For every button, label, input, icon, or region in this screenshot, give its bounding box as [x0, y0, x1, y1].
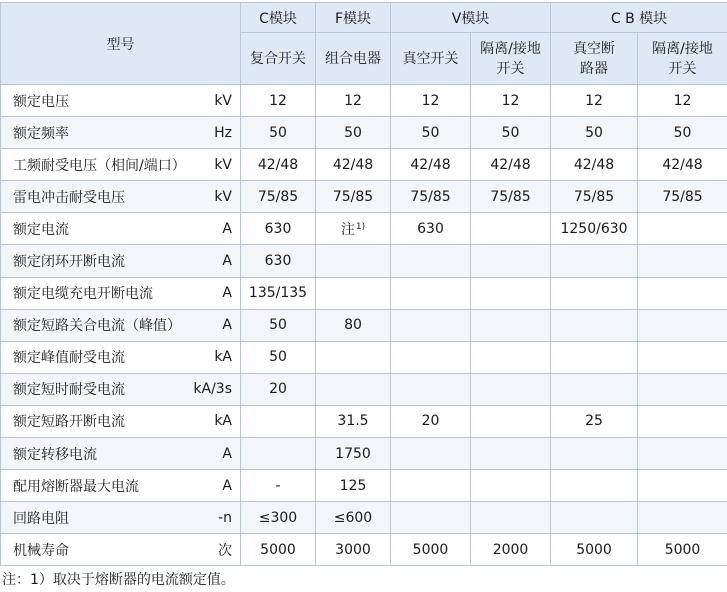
- table-cell: 12: [391, 85, 471, 117]
- row-unit: A: [164, 438, 241, 470]
- table-cell: ≤600: [316, 502, 391, 534]
- table-cell: [391, 373, 471, 405]
- table-cell: [316, 277, 391, 309]
- table-cell: 50: [638, 117, 727, 149]
- row-unit: A: [164, 245, 241, 277]
- table-cell: [391, 470, 471, 502]
- table-row: [1, 213, 727, 245]
- model-header: 型号: [1, 3, 241, 85]
- table-cell: 12: [316, 85, 391, 117]
- table-cell: [638, 405, 727, 437]
- table-cell: 42/48: [391, 149, 471, 181]
- table-cell: 50: [391, 117, 471, 149]
- table-row: [1, 470, 727, 502]
- subheader: 隔离/接地 开关: [638, 33, 727, 85]
- row-label: 额定闭环开断电流: [1, 245, 164, 277]
- row-label: 额定转移电流: [1, 438, 164, 470]
- table-cell: [316, 245, 391, 277]
- table-cell: 5000: [241, 534, 316, 566]
- table-cell: [471, 438, 551, 470]
- table-cell: [316, 213, 391, 245]
- table-body: [1, 85, 727, 566]
- row-unit: kA: [164, 405, 241, 437]
- table-cell: [471, 341, 551, 373]
- row-label: 额定频率: [1, 117, 164, 149]
- table-cell: [638, 502, 727, 534]
- table-cell: [638, 341, 727, 373]
- table-cell: 5000: [551, 534, 638, 566]
- table-cell: [391, 502, 471, 534]
- table-cell: 5000: [391, 534, 471, 566]
- table-cell: [391, 341, 471, 373]
- footnote-mark: 1): [355, 221, 366, 232]
- table-row: [1, 277, 727, 309]
- table-cell: 50: [241, 309, 316, 341]
- table-cell: [241, 405, 316, 437]
- table-cell: [471, 373, 551, 405]
- table-cell: 42/48: [551, 149, 638, 181]
- row-label: 工频耐受电压（相间/端口）: [1, 149, 164, 181]
- table-cell: [638, 373, 727, 405]
- table-cell: [471, 309, 551, 341]
- table-cell: [471, 405, 551, 437]
- table-cell: 42/48: [316, 149, 391, 181]
- table-cell: [471, 502, 551, 534]
- row-unit: kV: [164, 149, 241, 181]
- table-header: [1, 3, 727, 85]
- table-cell: 75/85: [471, 181, 551, 213]
- group-header-c: C模块: [241, 3, 316, 33]
- subheader: 真空开关: [391, 33, 471, 85]
- footnote: 注：1）取决于熔断器的电流额定值。: [2, 572, 235, 588]
- table-cell: [391, 438, 471, 470]
- table-cell: 42/48: [241, 149, 316, 181]
- subheader: 组合电器: [316, 33, 391, 85]
- table-cell: [551, 373, 638, 405]
- table-row: [1, 181, 727, 213]
- table-cell: 75/85: [241, 181, 316, 213]
- table-cell: 42/48: [471, 149, 551, 181]
- table-row: [1, 373, 727, 405]
- row-unit: A: [164, 213, 241, 245]
- subheader: 复合开关: [241, 33, 316, 85]
- table-row: [1, 245, 727, 277]
- table-cell: 42/48: [638, 149, 727, 181]
- table-cell: [391, 277, 471, 309]
- row-label: 回路电阻: [1, 502, 164, 534]
- table-cell: [638, 245, 727, 277]
- table-cell: [551, 470, 638, 502]
- table-cell: [471, 277, 551, 309]
- row-label: 额定峰值耐受电流: [1, 341, 164, 373]
- row-unit: Hz: [164, 117, 241, 149]
- table-cell: [551, 245, 638, 277]
- table-cell: [551, 438, 638, 470]
- row-unit: -n: [164, 502, 241, 534]
- spec-table: [0, 2, 727, 566]
- table-cell: 75/85: [551, 181, 638, 213]
- group-header-cb: C B 模块: [551, 3, 727, 33]
- table-cell: 3000: [316, 534, 391, 566]
- row-unit: A: [164, 470, 241, 502]
- table-cell: 630: [391, 213, 471, 245]
- table-cell: [638, 277, 727, 309]
- table-cell: [471, 213, 551, 245]
- row-unit: kA/3s: [164, 373, 241, 405]
- table-cell: 12: [638, 85, 727, 117]
- row-label: 雷电冲击耐受电压: [1, 181, 164, 213]
- row-unit: 次: [164, 534, 241, 566]
- table-row: [1, 534, 727, 566]
- group-header-v: V模块: [391, 3, 551, 33]
- table-cell: 1250/630: [551, 213, 638, 245]
- row-unit: kV: [164, 85, 241, 117]
- table-cell: 1750: [316, 438, 391, 470]
- table-cell: -: [241, 470, 316, 502]
- table-row: [1, 405, 727, 437]
- table-cell: 50: [316, 117, 391, 149]
- row-label: 额定短路关合电流（峰值）: [1, 309, 164, 341]
- table-row: [1, 309, 727, 341]
- table-cell: 12: [241, 85, 316, 117]
- table-cell: 50: [551, 117, 638, 149]
- row-unit: A: [164, 309, 241, 341]
- table-cell: ≤300: [241, 502, 316, 534]
- table-cell: [391, 309, 471, 341]
- table-cell: 31.5: [316, 405, 391, 437]
- row-unit: kA: [164, 341, 241, 373]
- table-cell: 25: [551, 405, 638, 437]
- table-cell: [551, 341, 638, 373]
- table-cell: 50: [471, 117, 551, 149]
- row-label: 额定短路开断电流: [1, 405, 164, 437]
- subheader: 真空断 路器: [551, 33, 638, 85]
- table-cell: 50: [241, 117, 316, 149]
- table-cell: [316, 341, 391, 373]
- table-cell: 50: [241, 341, 316, 373]
- table-cell: [391, 245, 471, 277]
- table-cell: [638, 470, 727, 502]
- row-label: 额定短时耐受电流: [1, 373, 164, 405]
- row-label: 额定电压: [1, 85, 164, 117]
- table-row: [1, 149, 727, 181]
- table-cell: [551, 277, 638, 309]
- table-cell: 5000: [638, 534, 727, 566]
- table-cell: 75/85: [316, 181, 391, 213]
- table-cell: [638, 309, 727, 341]
- table-cell: 125: [316, 470, 391, 502]
- row-unit: A: [164, 277, 241, 309]
- cell-value: 注: [340, 221, 355, 238]
- table-cell: [471, 470, 551, 502]
- table-cell: 75/85: [391, 181, 471, 213]
- table-cell: [638, 213, 727, 245]
- row-label: 额定电流: [1, 213, 164, 245]
- table-row: [1, 502, 727, 534]
- row-label: 机械寿命: [1, 534, 164, 566]
- row-label: 额定电缆充电开断电流: [1, 277, 164, 309]
- row-label: 配用熔断器最大电流: [1, 470, 164, 502]
- table-cell: 135/135: [241, 277, 316, 309]
- table-cell: 20: [391, 405, 471, 437]
- row-unit: kV: [164, 181, 241, 213]
- table-row: [1, 117, 727, 149]
- table-cell: 12: [471, 85, 551, 117]
- table-cell: 630: [241, 213, 316, 245]
- table-cell: [471, 245, 551, 277]
- table-cell: [551, 309, 638, 341]
- table-cell: [638, 438, 727, 470]
- table-cell: [316, 373, 391, 405]
- table-row: [1, 341, 727, 373]
- table-row: [1, 438, 727, 470]
- table-cell: 80: [316, 309, 391, 341]
- table-cell: 2000: [471, 534, 551, 566]
- table-cell: 75/85: [638, 181, 727, 213]
- table-cell: [551, 502, 638, 534]
- table-cell: 12: [551, 85, 638, 117]
- subheader: 隔离/接地 开关: [471, 33, 551, 85]
- group-header-f: F模块: [316, 3, 391, 33]
- table-cell: [241, 438, 316, 470]
- table-row: [1, 85, 727, 117]
- table-cell: 20: [241, 373, 316, 405]
- table-cell: 630: [241, 245, 316, 277]
